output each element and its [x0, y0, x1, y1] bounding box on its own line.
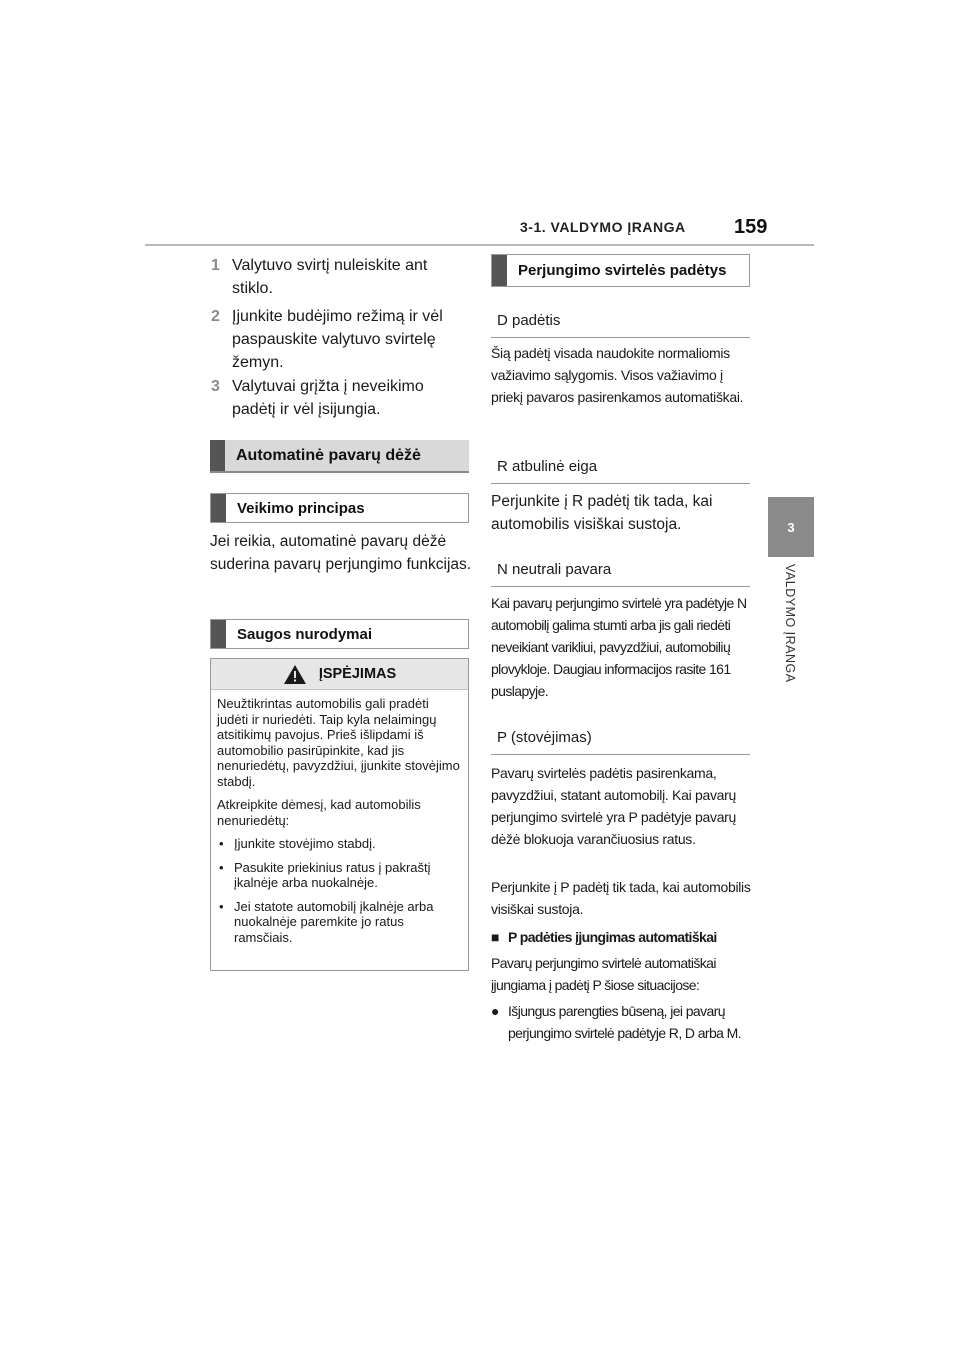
- heading-marker: [211, 620, 226, 648]
- warning-list-item: • Jei statote automobilį įkalnėje arba nuokalnėje paremkite jo ratus ramsčiais.: [217, 899, 462, 946]
- header-divider: [145, 244, 814, 246]
- step-text: Valytuvo svirtį nuleiskite ant stiklo.: [232, 257, 428, 297]
- n-position-text: Kai pavarų perjungimo svirtelė yra padėtyje N automobilį galima stumti arba jis gali riedėti neveikiant varikliui, pavyzdžiui, automobilių plovykloje. Daugiau informacijos rasite 161 puslapyje.: [491, 595, 747, 699]
- page-number: 159: [734, 216, 768, 238]
- heading-marker: [211, 494, 226, 522]
- principle-text: Jei reikia, automatinė pavarų dėžė suderina pavarų perjungimo funkcijas.: [210, 533, 472, 573]
- chapter-tab: [768, 497, 814, 557]
- heading-text: Automatinė pavarų dėžė: [236, 446, 421, 464]
- heading-safety-notes: [210, 619, 469, 649]
- step-3: [211, 375, 461, 421]
- heading-text: Perjungimo svirtelės padėtys: [518, 262, 727, 279]
- heading-r-position: R atbulinė eiga: [491, 450, 750, 484]
- warning-paragraph: Neužtikrintas automobilis gali pradėti judėti ir nuriedėti. Taip kyla nelaimingų atsitikimų pavojus. Prieš išlipdami iš automobilio pasirūpinkite, kad jis nenuriedėtų, pavyzdžiui, įjunkite stovėjimo stabdį.: [217, 696, 460, 789]
- auto-p-text: Pavarų perjungimo svirtelė automatiškai įjungiama į padėtį P šiose situacijose:: [491, 955, 716, 993]
- heading-automatic-gearbox: [210, 440, 469, 473]
- heading-text: Saugos nurodymai: [237, 625, 373, 643]
- warning-header: [211, 659, 468, 690]
- step-text: Valytuvai grįžta į neveikimo padėtį ir vėl įsijungia.: [232, 378, 424, 418]
- heading-lever-positions: [491, 254, 750, 287]
- heading-marker: [210, 440, 225, 471]
- chapter-tab-number: 3: [787, 519, 795, 535]
- auto-p-heading-text: P padėties įjungimas automatiškai: [508, 929, 717, 945]
- p-position-text-2: Perjunkite į P padėtį tik tada, kai automobilis visiškai sustoja.: [491, 879, 751, 917]
- d-position-text: Šią padėtį visada naudokite normaliomis važiavimo sąlygomis. Visos važiavimo į priekį pavaros pasirenkamos automatiškai.: [491, 345, 744, 405]
- heading-operating-principle: [210, 493, 469, 523]
- warning-triangle-icon: [283, 664, 307, 685]
- auto-p-item-text: Išjungus parengties būseną, jei pavarų perjungimo svirtelė padėtyje R, D arba M.: [508, 1003, 741, 1041]
- warning-list-item: • Pasukite priekinius ratus į pakraštį įkalnėje arba nuokalnėje.: [217, 860, 462, 891]
- step-number: 1: [211, 257, 220, 274]
- heading-text: Veikimo principas: [237, 499, 365, 517]
- step-2: [211, 305, 461, 374]
- warning-list-item: • Įjunkite stovėjimo stabdį.: [217, 836, 462, 852]
- step-number: 3: [211, 378, 220, 395]
- step-text: Įjunkite budėjimo režimą ir vėl paspauskite valytuvo svirtelę žemyn.: [232, 308, 443, 371]
- heading-n-position: N neutrali pavara: [491, 553, 750, 587]
- step-number: 2: [211, 308, 220, 325]
- step-1: [211, 254, 461, 300]
- auto-p-heading: [491, 926, 753, 948]
- section-title: 3-1. VALDYMO ĮRANGA: [520, 219, 686, 235]
- r-position-text: Perjunkite į R padėtį tik tada, kai automobilis visiškai sustoja.: [491, 493, 713, 533]
- warning-title: ĮSPĖJIMAS: [318, 666, 397, 682]
- warning-box: [210, 658, 469, 971]
- heading-marker: [492, 255, 507, 286]
- warning-paragraph: Atkreipkite dėmesį, kad automobilis nenuriedėtų:: [217, 797, 421, 828]
- heading-p-position: P (stovėjimas): [491, 721, 750, 755]
- chapter-tab-label: VALDYMO ĮRANGA: [783, 564, 797, 683]
- round-bullet-icon: ●: [491, 1003, 499, 1019]
- heading-d-position: D padėtis: [491, 304, 750, 338]
- square-bullet-icon: ■: [491, 929, 499, 945]
- auto-p-list-item: [491, 1000, 753, 1044]
- warning-body: [211, 690, 468, 945]
- p-position-text: Pavarų svirtelės padėtis pasirenkama, pavyzdžiui, statant automobilį. Kai pavarų perjungimo svirtelė yra P padėtyje pavarų dėžė blokuoja varančiuosius ratus.: [491, 765, 737, 847]
- warning-list: [217, 836, 462, 945]
